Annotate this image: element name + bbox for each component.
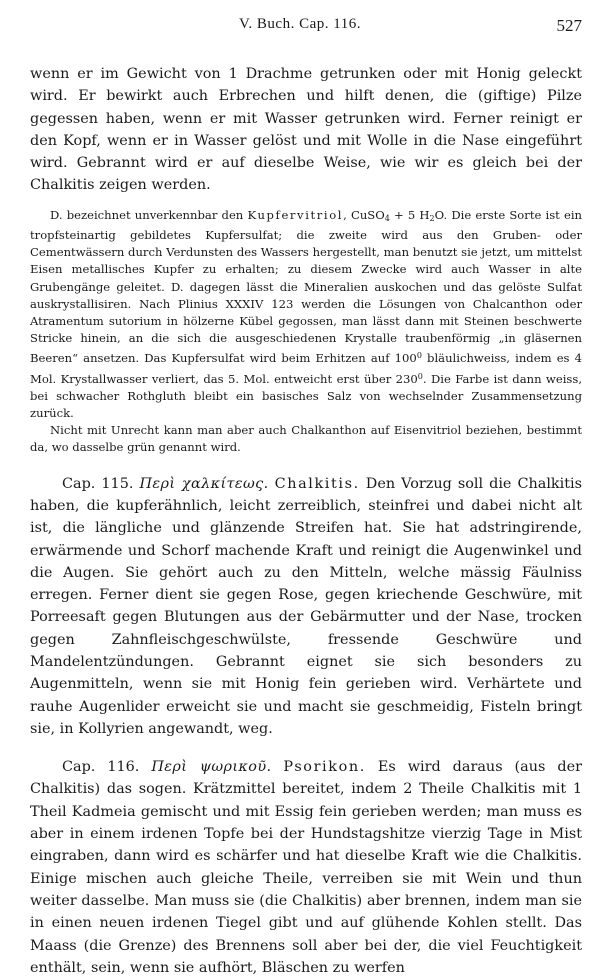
note-term: Kupfervitriol (247, 207, 344, 222)
greek-heading: Περὶ ψωρικοῦ. (151, 759, 272, 776)
note-text-2: bläulichweiss, indem es 4 Mol. Krystallwasser verliert, das 5. Mol. entweicht erst über 230 (30, 351, 583, 386)
paragraph-continuation: wenn er im Gewicht von 1 Drachme getrunken oder mit Honig geleckt wird. Er bewirkt auch Erbrechen und hilft denen, die (giftige) Pilze gegessen haben, wenn er mit Wasser getrunken wird. Ferner reinigt er den Kopf, wenn er in Wasser gelöst und mit Wolle in die Nase eingeführt wird. Gebrannt wird er auf dieselbe Weise, wie wir es gleich bei der Chalkitis zeigen werden. (30, 66, 582, 194)
degree-mark: 0 (417, 371, 423, 381)
chapter-text: Es wird daraus (aus der Chalkitis) das sogen. Krätzmittel bereitet, indem 2 Theile Chalkitis mit 1 Theil Kadmeia gemischt und mit Essig fein gerieben werden; man muss es aber in einem irdenen Topfe bei der Hundstagshitze vierzig Tage in Mist eingraben, dann wird es schärfer und hat dieselbe Kraft wie die Chalkitis. Einige mischen auch gleiche Theile, verreiben sie mit Wein und thun weiter dasselbe. Man muss sie (die Chalkitis) aber brennen, indem man sie in einen neuen irdenen Tiegel gibt und auf glühende Kohlen stellt. Das Maass (die Grenze) des Brennens soll aber bei der, die viel Feuchtigkeit enthält, sein, wenn sie aufhört, Bläschen zu werfen (30, 759, 582, 976)
chapter-115 (30, 473, 582, 741)
chapter-116 (30, 756, 582, 979)
chapter-title: Chalkitis. (274, 475, 360, 492)
note-text-3: . Die Farbe ist dann weiss, bei schwacher Rothgluth bleibt ein basisches Salz von wechselnder Zusammensetzung zurück. (30, 371, 583, 421)
chapter-label: Cap. 116. (62, 759, 140, 776)
page-number: 527 (556, 16, 582, 35)
commentary-note: D. bezeichnet unverkennbar den Kupfervitriol, CuSO$_4$ + 5 $H_2O$. Die erste Sorte ist ein tropfsteinartig gebildetes Kupfersulfat; die zweite wird aus den Gruben- oder Cementwässern durch Verdunsten des Wassers hergestellt, man benutzt sie jetzt, um mittelst Eisen metallisches Kupfer zu erhalten; zu diesem Zwecke wird auch Wasser in alte Grubengänge geleitet. D. dagegen lässt die Mineralien auskochen und das gelöste Sulfat auskrystallisiren. Nach Plinius XXXIV 123 werden die Lösungen von Chalcanthon oder Atramentum sutorium in hölzerne Kübel gegossen, man lässt dann mit Steinen beschwerte Stricke hinein, an die sich die ausgeschiedenen Krystalle traubenförmig „in gläsernen Beeren“ ansetzen. Das Kupfersulfat wird beim Erhitzen auf $100^0$ bläulichweiss, indem es 4 Mol. Krystallwasser verliert, das 5. Mol. entweicht erst über $230^0$. Die Farbe ist dann weiss, bei schwacher Rothgluth bleibt ein basisches Salz von wechselnder Zusammensetzung zurück. (30, 207, 583, 421)
note-intro: D. bezeichnet unverkennbar den (50, 207, 244, 222)
page-header (0, 16, 600, 38)
running-head: V. Buch. Cap. 116. (239, 16, 361, 32)
note-text: Die erste Sorte ist ein tropfsteinartig gebildetes Kupfersulfat; die zweite wird aus den Gruben- oder Cementwässern durch Verdunsten des Wassers hergestellt, man benutzt sie jetzt, um mittelst Eisen metallisches Kupfer zu erhalten; zu diesem Zwecke wird auch Wasser in alte Grubengänge geleitet. D. dagegen lässt die Mineralien auskochen und das gelöste Sulfat auskrystallisiren. Nach Plinius XXXIV 123 werden die Lösungen von Chalcanthon oder Atramentum sutorium in hölzerne Kübel gegossen, man lässt dann mit Steinen beschwerte Stricke hinein, an die sich die ausgeschiedenen Krystalle traubenförmig „in gläsernen Beeren“ ansetzen. Das Kupfersulfat wird beim Erhitzen auf 100 (30, 207, 583, 366)
chemical-formula: CuSO$_4$ + 5 $H_2O$. (350, 207, 448, 223)
greek-heading: Περὶ χαλκίτεως. (139, 475, 269, 492)
chapter-text: Den Vorzug soll die Chalkitis haben, die kupferähnlich, leicht zerreiblich, steinfrei und dabei nicht alt ist, die längliche und glänzende Streifen hat. Sie hat adstringirende, erwärmende und Schorf machende Kraft und reinigt die Augenwinkel und die Augen. Sie gehört auch zu den Mitteln, welche mässig Fäulniss erregen. Ferner dient sie gegen Rose, gegen kriechende Geschwüre, mit Porreesaft gegen Blutungen aus der Gebärmutter und der Nase, trocken gegen Zahnfleischgeschwülste, fressende Geschwüre und Mandelentzündungen. Gebrannt eignet sie sich besonders zu Augenmitteln, wenn sie mit Honig fein gerieben wird. Verhärtete und rauhe Augenlider erweicht sie und macht sie geschmeidig, Fisteln bringt sie, in Kollyrien angewandt, weg. (30, 475, 583, 737)
degree-mark: 0 (416, 351, 422, 361)
commentary-note-2: Nicht mit Unrecht kann man aber auch Chalkanthon auf Eisenvitriol beziehen, bestimmt da, wo dasselbe grün genannt wird. (30, 423, 582, 455)
chapter-title: Psorikon. (283, 759, 366, 776)
page-body (30, 63, 582, 979)
chapter-label: Cap. 115. (62, 475, 134, 492)
